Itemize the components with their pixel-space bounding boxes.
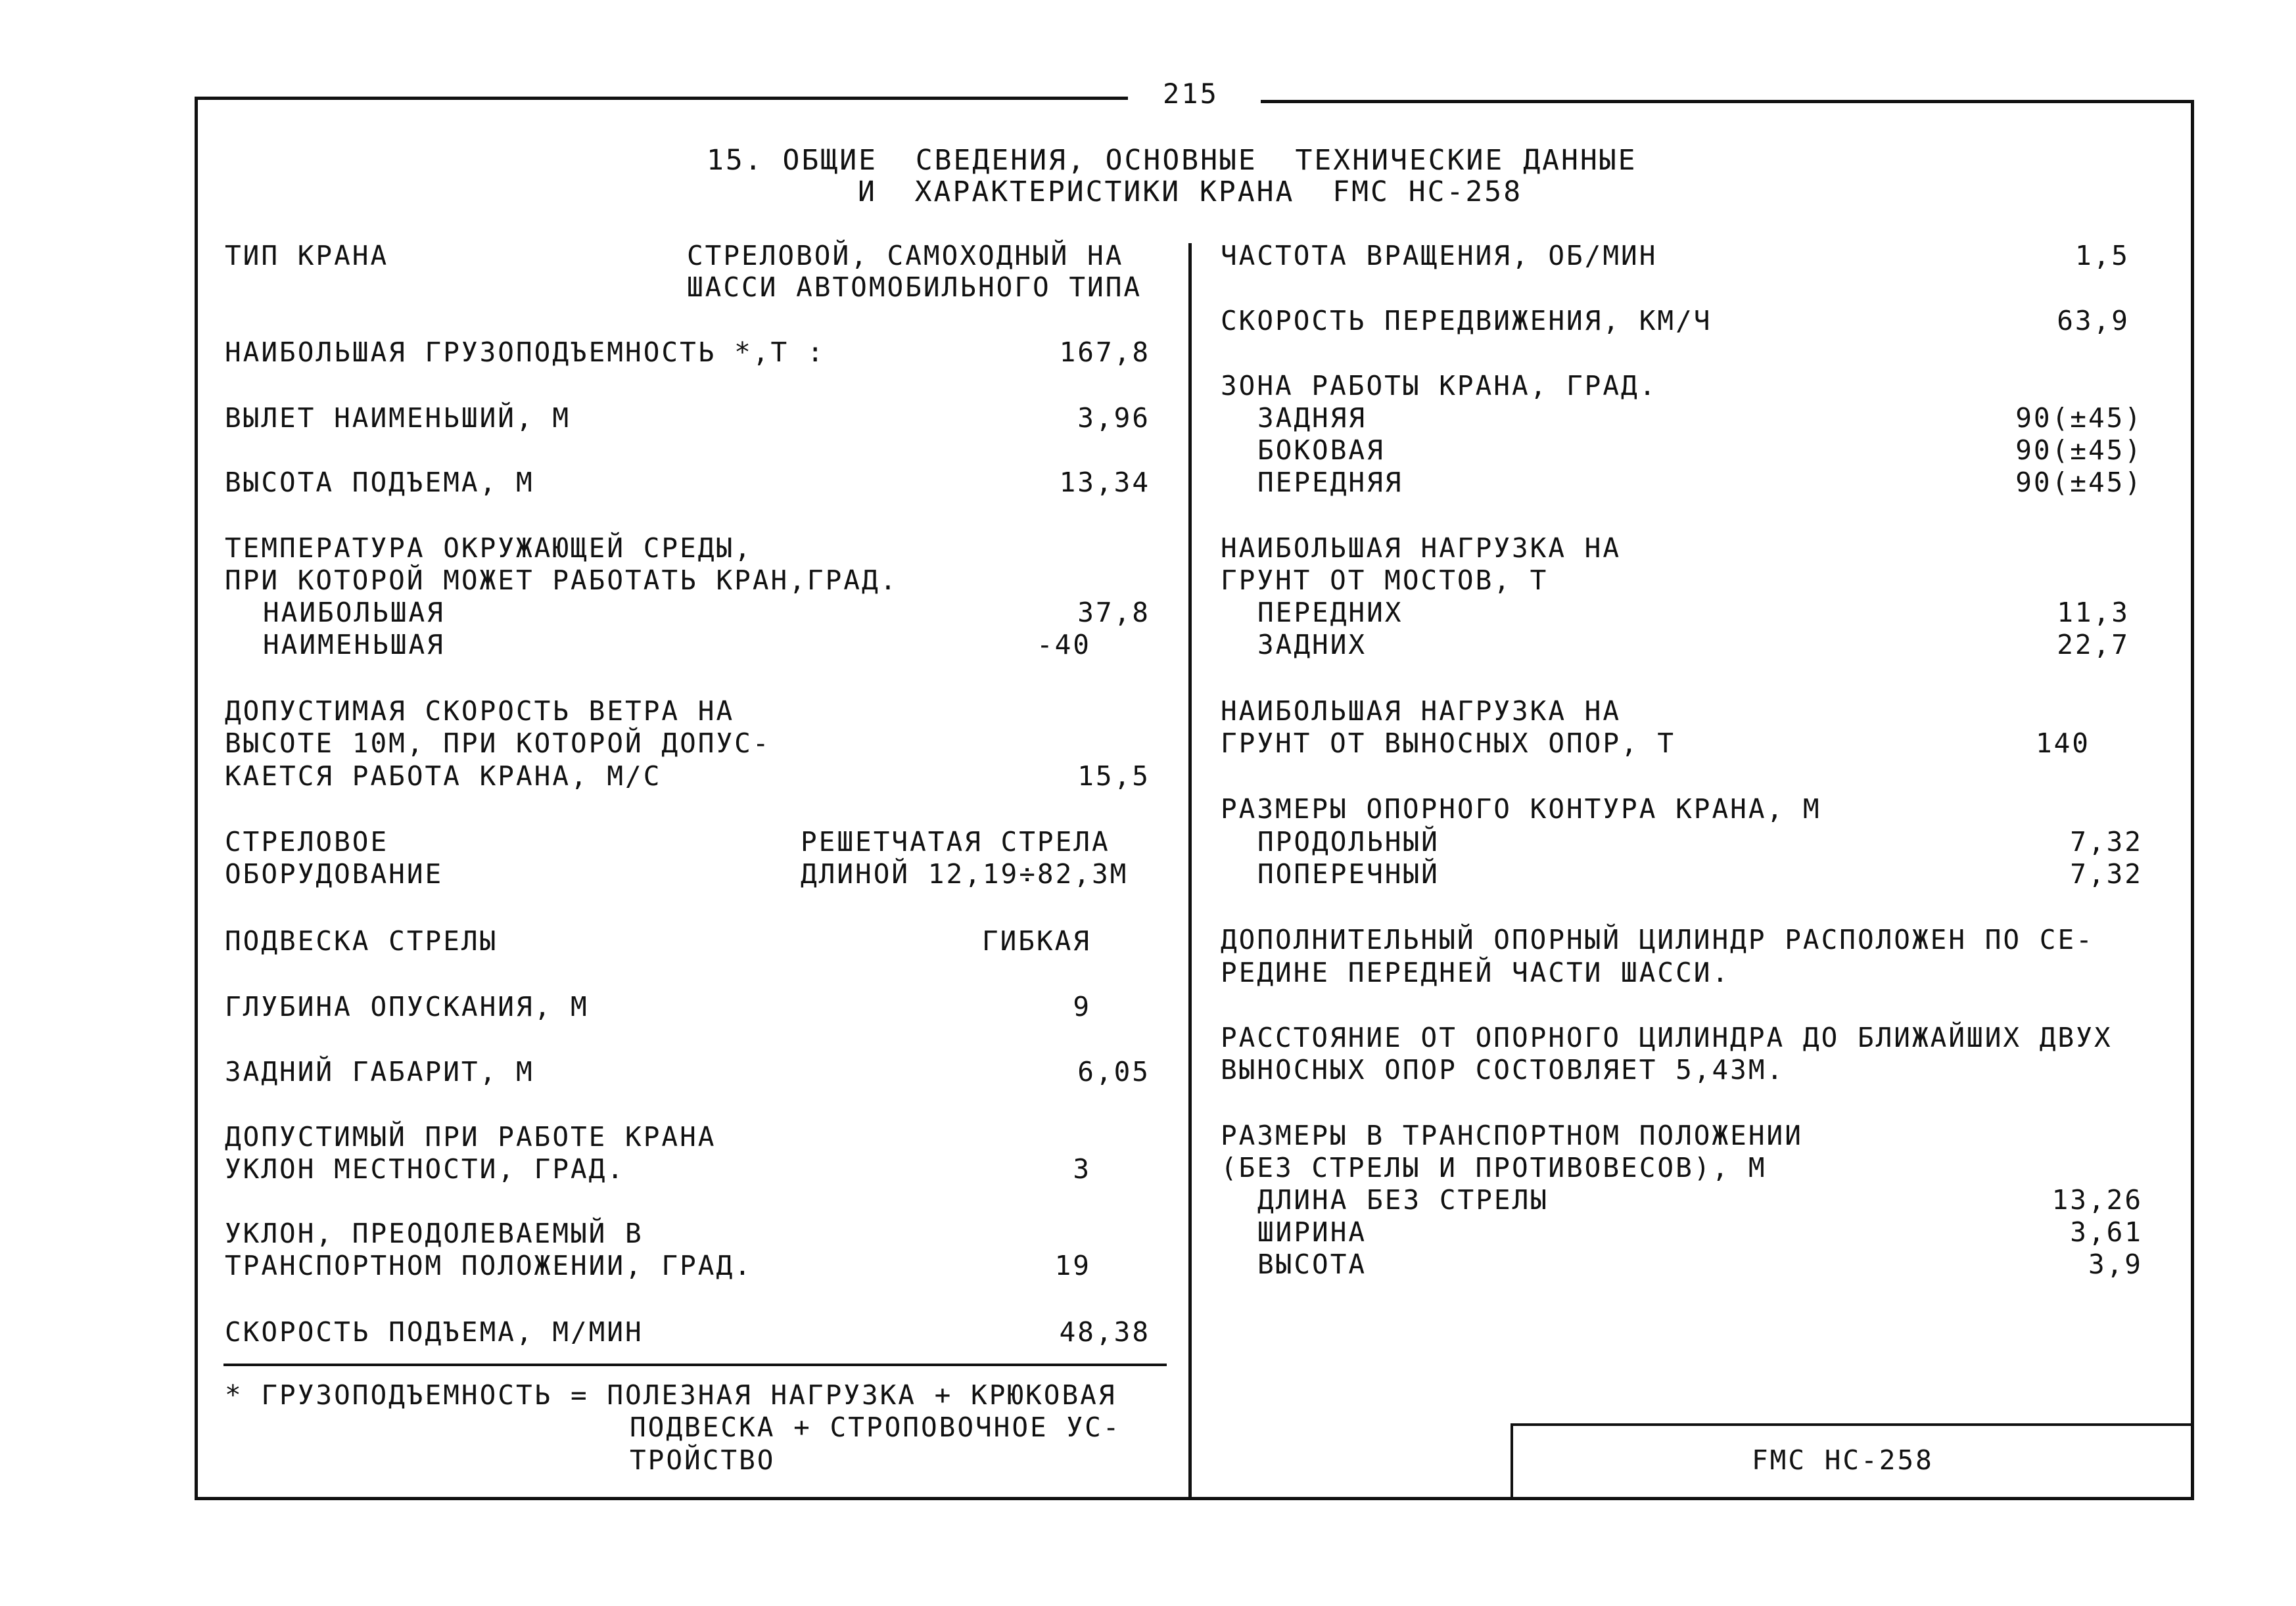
work-zone-front-label: ПЕРЕДНЯЯ [1257,467,1403,498]
crane-type-value-1: СТРЕЛОВОЙ, САМОХОДНЫЙ НА [687,240,1124,271]
footnote-line-1: * ГРУЗОПОДЪЕМНОСТЬ = ПОЛЕЗНАЯ НАГРУЗКА + КРЮКОВАЯ [225,1379,1117,1411]
work-slope-value: 3 [1073,1153,1091,1185]
axle-load-rear-label: ЗАДНИХ [1257,629,1367,660]
axle-load-front-value: 11,3 [2057,597,2130,628]
work-zone-front-value: 90(±45) [2015,467,2143,498]
crane-type-label: ТИП КРАНА [225,240,389,271]
temperature-min-label: НАИМЕНЬШАЯ [263,629,445,660]
boom-suspension-value: ГИБКАЯ [981,925,1091,957]
axle-load-line-2: ГРУНТ ОТ МОСТОВ, Т [1221,564,1549,596]
work-slope-line-1: ДОПУСТИМЫЙ ПРИ РАБОТЕ КРАНА [225,1121,716,1153]
transport-dims-height-label: ВЫСОТА [1257,1249,1367,1280]
transport-dims-width-label: ШИРИНА [1257,1216,1367,1248]
page-number: 215 [1147,78,1234,110]
boom-equipment-value-2: ДЛИНОЙ 12,19÷82,3М [801,858,1129,890]
support-contour-long-label: ПРОДОЛЬНЫЙ [1257,826,1440,858]
column-divider [1188,243,1192,1498]
frame-top-right [1261,100,2194,103]
rotation-speed-value: 1,5 [2074,240,2130,271]
boom-equipment-label-2: ОБОРУДОВАНИЕ [225,858,444,890]
work-slope-line-2: УКЛОН МЕСТНОСТИ, ГРАД. [225,1153,626,1185]
title-line-1: 15. ОБЩИЕ СВЕДЕНИЯ, ОСНОВНЫЕ ТЕХНИЧЕСКИЕ ДАННЫЕ [707,144,1637,177]
transport-dims-length-value: 13,26 [2051,1184,2143,1216]
lowering-depth-label: ГЛУБИНА ОПУСКАНИЯ, М [225,991,589,1022]
footnote-separator [223,1364,1167,1366]
axle-load-line-1: НАИБОЛЬШАЯ НАГРУЗКА НА [1221,532,1622,564]
stamp-box-left [1511,1423,1513,1498]
temperature-line-1: ТЕМПЕРАТУРА ОКРУЖАЮЩЕЙ СРЕДЫ, [225,532,753,564]
stamp-model: FMC HC-258 [1752,1444,1934,1476]
outrigger-load-value: 140 [2035,727,2090,759]
crane-type-value-2: ШАССИ АВТОМОБИЛЬНОГО ТИПА [687,271,1142,303]
temperature-max-value: 37,8 [1077,597,1150,628]
min-reach-label: ВЫЛЕТ НАИМЕНЬШИЙ, М [225,402,571,434]
support-contour-cross-label: ПОПЕРЕЧНЫЙ [1257,858,1440,890]
support-contour-label: РАЗМЕРЫ ОПОРНОГО КОНТУРА КРАНА, М [1221,793,1821,825]
transport-dims-length-label: ДЛИНА БЕЗ СТРЕЛЫ [1257,1184,1549,1216]
boom-equipment-label-1: СТРЕЛОВОЕ [225,826,389,858]
work-zone-rear-value: 90(±45) [2015,402,2143,434]
wind-line-3: КАЕТСЯ РАБОТА КРАНА, М/С [225,760,662,792]
outrigger-load-line-2: ГРУНТ ОТ ВЫНОСНЫХ ОПОР, Т [1221,727,1676,759]
transport-slope-line-2: ТРАНСПОРТНОМ ПОЛОЖЕНИИ, ГРАД. [225,1250,753,1281]
support-contour-long-value: 7,32 [2070,826,2143,858]
rear-clearance-value: 6,05 [1077,1056,1150,1088]
max-capacity-value: 167,8 [1059,336,1150,368]
footnote-line-3: ТРОЙСТВО [630,1444,776,1476]
frame-top-left [195,97,1128,100]
travel-speed-label: СКОРОСТЬ ПЕРЕДВИЖЕНИЯ, КМ/Ч [1221,305,1712,336]
support-contour-cross-value: 7,32 [2070,858,2143,890]
travel-speed-value: 63,9 [2057,305,2130,336]
distance-line-1: РАССТОЯНИЕ ОТ ОПОРНОГО ЦИЛИНДРА ДО БЛИЖАЙШИХ ДВУХ [1221,1022,2113,1053]
wind-value: 15,5 [1077,760,1150,792]
transport-dims-line-1: РАЗМЕРЫ В ТРАНСПОРТНОМ ПОЛОЖЕНИИ [1221,1120,1803,1151]
min-reach-value: 3,96 [1077,402,1150,434]
work-zone-rear-label: ЗАДНЯЯ [1257,402,1367,434]
lift-height-value: 13,34 [1059,467,1150,498]
outrigger-load-line-1: НАИБОЛЬШАЯ НАГРУЗКА НА [1221,695,1622,727]
lowering-depth-value: 9 [1073,991,1091,1022]
wind-line-1: ДОПУСТИМАЯ СКОРОСТЬ ВЕТРА НА [225,695,735,727]
temperature-max-label: НАИБОЛЬШАЯ [263,597,445,628]
transport-dims-height-value: 3,9 [2088,1249,2143,1280]
lift-speed-label: СКОРОСТЬ ПОДЪЕМА, М/МИН [225,1316,644,1348]
lift-speed-value: 48,38 [1059,1316,1150,1348]
axle-load-rear-value: 22,7 [2057,629,2130,660]
work-zone-side-label: БОКОВАЯ [1257,434,1385,466]
rotation-speed-label: ЧАСТОТА ВРАЩЕНИЯ, ОБ/МИН [1221,240,1658,271]
extra-cylinder-line-1: ДОПОЛНИТЕЛЬНЫЙ ОПОРНЫЙ ЦИЛИНДР РАСПОЛОЖЕН ПО СЕ- [1221,924,2094,955]
stamp-box-top [1511,1423,2194,1426]
work-zone-label: ЗОНА РАБОТЫ КРАНА, ГРАД. [1221,370,1658,401]
max-capacity-label: НАИБОЛЬШАЯ ГРУЗОПОДЪЕМНОСТЬ *,Т : [225,336,826,368]
temperature-line-2: ПРИ КОТОРОЙ МОЖЕТ РАБОТАТЬ КРАН,ГРАД. [225,564,899,596]
wind-line-2: ВЫСОТЕ 10М, ПРИ КОТОРОЙ ДОПУС- [225,727,771,759]
extra-cylinder-line-2: РЕДИНЕ ПЕРЕДНЕЙ ЧАСТИ ШАССИ. [1221,957,1731,988]
lift-height-label: ВЫСОТА ПОДЪЕМА, М [225,467,534,498]
transport-dims-line-2: (БЕЗ СТРЕЛЫ И ПРОТИВОВЕСОВ), М [1221,1152,1767,1183]
transport-slope-line-1: УКЛОН, ПРЕОДОЛЕВАЕМЫЙ В [225,1218,644,1249]
frame-right [2191,100,2194,1498]
distance-line-2: ВЫНОСНЫХ ОПОР СОСТОВЛЯЕТ 5,43М. [1221,1054,1785,1086]
transport-slope-value: 19 [1054,1250,1091,1281]
axle-load-front-label: ПЕРЕДНИХ [1257,597,1403,628]
work-zone-side-value: 90(±45) [2015,434,2143,466]
frame-left [195,97,198,1500]
boom-equipment-value-1: РЕШЕТЧАТАЯ СТРЕЛА [801,826,1110,858]
boom-suspension-label: ПОДВЕСКА СТРЕЛЫ [225,925,498,957]
title-line-2: И ХАРАКТЕРИСТИКИ КРАНА FMC HC-258 [858,175,1523,208]
footnote-line-2: ПОДВЕСКА + СТРОПОВОЧНОЕ УС- [630,1411,1121,1443]
rear-clearance-label: ЗАДНИЙ ГАБАРИТ, М [225,1056,534,1088]
frame-bottom [195,1497,2194,1500]
temperature-min-value: -40 [1036,629,1091,660]
transport-dims-width-value: 3,61 [2070,1216,2143,1248]
